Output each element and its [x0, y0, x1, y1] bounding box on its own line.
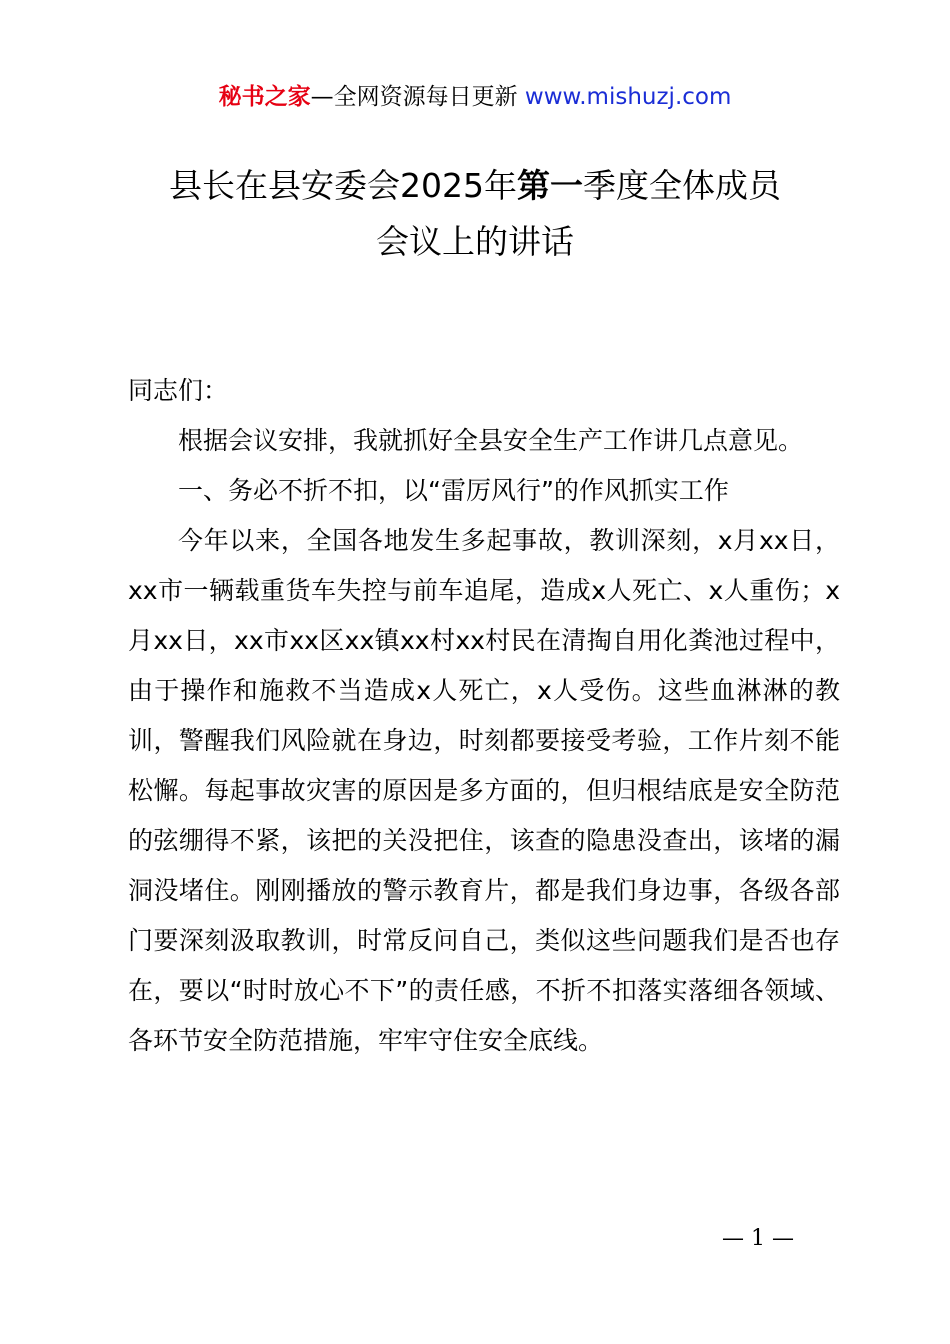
page-number: — 1 —: [722, 1226, 794, 1251]
title-line1-start: 县长在县安委会2025年: [169, 166, 517, 205]
body-paragraph-1: 今年以来，全国各地发生多起事故，教训深刻，x月xx日，xx市一辆载重货车失控与前车追尾，造成x人死亡、x人重伤；x月xx日，xx市xx区xx镇xx村xx村民在清掏自用化粪池过程中，由于操作和施救不当造成x人死亡，x人受伤。这些血淋淋的教训，警醒我们风险就在身边，时刻都要接受考验，工作片刻不能松懈。每起事故灾害的原因是多方面的，但归根结底是安全防范的弦绷得不紧，该把的关没把住，该查的隐患没查出，该堵的漏洞没堵住。刚刚播放的警示教育片，都是我们身边事，各级各部门要深刻汲取教训，时常反问自己，类似这些问题我们是否也存在，要以“时时放心不下”的责任感，不折不扣落实落细各领域、各环节安全防范措施，牢牢守住安全底线。: [128, 526, 840, 1055]
intro-paragraph: 根据会议安排，我就抓好全县安全生产工作讲几点意见。: [178, 426, 804, 455]
header-url-link[interactable]: www.mishuzj.com: [524, 84, 732, 110]
title-line1-bold: 第一: [516, 166, 583, 205]
header-tagline: —全网资源每日更新: [310, 84, 525, 110]
document-title: [0, 158, 950, 270]
section-heading-1: 一、务必不折不扣，以“雷厉风行”的作风抓实工作: [178, 476, 729, 505]
salutation: 同志们：: [128, 376, 229, 405]
title-line1-end: 季度全体成员: [582, 166, 781, 205]
document-body: [128, 366, 840, 1066]
title-line2: 会议上的讲话: [376, 222, 574, 261]
site-header-banner: [0, 80, 950, 114]
brand-name: 秘书之家: [218, 84, 311, 110]
